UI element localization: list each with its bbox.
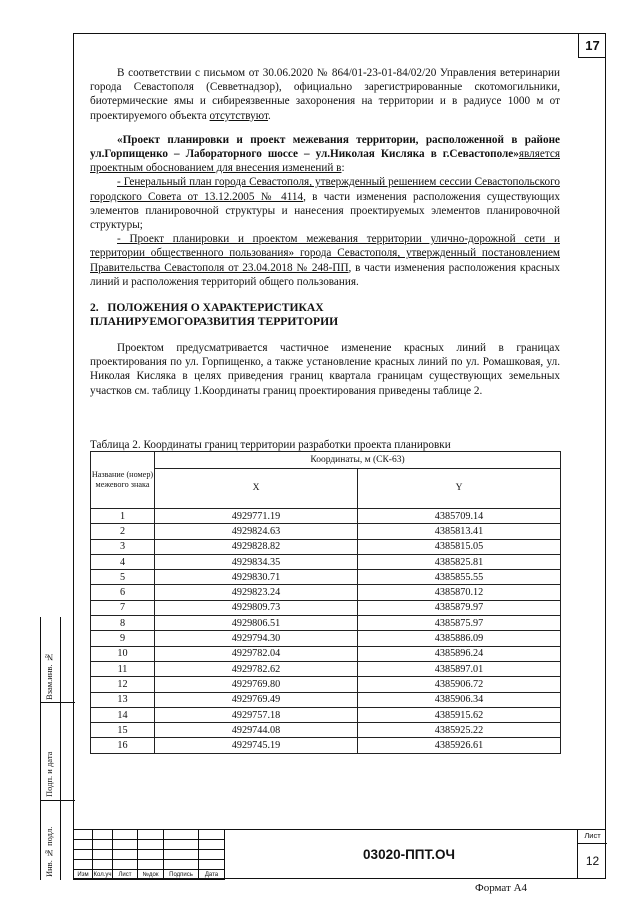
point-number: 16	[91, 738, 155, 753]
coord-y: 4385915.62	[358, 707, 561, 722]
coord-x: 4929757.18	[155, 707, 358, 722]
coord-x: 4929771.19	[155, 509, 358, 524]
paragraph-redlines: Проектом предусматривается частичное изменение красных линий в границах проектирования по ул. Горпищенко, а также установление красных линий по ул. Ромашковая, ул. Николая Кисляка в целях приведения границ квартала границам существующих земельных участков см. таблицу 1.Координаты границ проектирования приведены таблице 2.	[90, 342, 560, 397]
point-number: 5	[91, 570, 155, 585]
podp-label: Подп. и дата	[44, 751, 54, 797]
coord-y: 4385875.97	[358, 616, 561, 631]
coord-x: 4929830.71	[155, 570, 358, 585]
point-number: 13	[91, 692, 155, 707]
sheet-box	[577, 829, 607, 879]
table-row	[91, 723, 561, 738]
point-number: 2	[91, 524, 155, 539]
header-x: X	[155, 469, 358, 509]
point-number: 7	[91, 600, 155, 615]
stamp-grid	[73, 829, 225, 880]
table-row	[91, 554, 561, 569]
coord-x: 4929809.73	[155, 600, 358, 615]
coord-y: 4385926.61	[358, 738, 561, 753]
coord-x: 4929824.63	[155, 524, 358, 539]
coord-x: 4929782.04	[155, 646, 358, 661]
table-row	[91, 509, 561, 524]
table-body	[91, 509, 561, 754]
point-number: 8	[91, 616, 155, 631]
stamp-col-data: Дата	[199, 870, 225, 880]
table-row	[91, 631, 561, 646]
stamp-col-podpis: Подпись	[164, 870, 199, 880]
table-row	[91, 677, 561, 692]
paragraph-vet: В соответствии с письмом от 30.06.2020 № 864/01-23-01-84/02/20 Управления ветеринарии города Севастополя (Севветнадзор), официально зарегистрированные скотомогильники, биотермические ямы и сибиреязвенные захоронения на территории и в радиусе 1000 м от проектируемого объекта отсутствуют.	[90, 67, 560, 122]
coord-x: 4929834.35	[155, 554, 358, 569]
coord-x: 4929745.19	[155, 738, 358, 753]
stamp-col-list: Лист	[113, 870, 138, 880]
coord-y: 4385813.41	[358, 524, 561, 539]
table-row	[91, 524, 561, 539]
coord-y: 4385870.12	[358, 585, 561, 600]
table-row	[91, 570, 561, 585]
point-number: 12	[91, 677, 155, 692]
point-number: 15	[91, 723, 155, 738]
table-row	[91, 539, 561, 554]
coord-y: 4385906.34	[358, 692, 561, 707]
vzam-label: Взам.инв. №	[44, 652, 54, 700]
coord-x: 4929769.80	[155, 677, 358, 692]
coord-x: 4929828.82	[155, 539, 358, 554]
table-row	[91, 661, 561, 676]
paragraph-project: «Проект планировки и проект межевания территории, расположенной в районе ул.Горпищенко – Лабораторного шоссе – ул.Николая Кисляка в г.Севастополе»является проектным обоснованием для внесения изменений в:	[90, 133, 560, 175]
page-number: 17	[578, 33, 606, 58]
list-item-project: - Проект планировки и проектом межевания территории улично-дорожной сети и территории общественного пользования» города Севастополя, утвержденный постановлением Правительства Севастополя от 23.04.2018 № 248-ПП, в части изменения расположения красных линий и расположения территорий общего пользования.	[90, 233, 560, 288]
inv-label: Инв. № подл.	[44, 826, 54, 877]
header-name: Название (номер) межевого знака	[91, 452, 155, 509]
main-content	[90, 66, 560, 398]
table-row	[91, 707, 561, 722]
coord-y: 4385925.22	[358, 723, 561, 738]
table-caption: Таблица 2. Координаты границ территории разработки проекта планировки	[90, 439, 451, 451]
coord-y: 4385879.97	[358, 600, 561, 615]
coord-x: 4929769.49	[155, 692, 358, 707]
left-stamp-column	[40, 617, 75, 880]
coord-y: 4385855.55	[358, 570, 561, 585]
coord-x: 4929806.51	[155, 616, 358, 631]
table-row	[91, 585, 561, 600]
point-number: 3	[91, 539, 155, 554]
table-row	[91, 692, 561, 707]
point-number: 14	[91, 707, 155, 722]
stamp-col-kol: Кол.уч	[93, 871, 112, 878]
coord-x: 4929744.08	[155, 723, 358, 738]
document-number: 03020-ППТ.ОЧ	[363, 847, 455, 862]
table-row	[91, 600, 561, 615]
stamp-col-izm: Изм	[74, 870, 93, 880]
coordinates-table	[90, 451, 561, 754]
coord-y: 4385815.05	[358, 539, 561, 554]
coord-y: 4385886.09	[358, 631, 561, 646]
table-row	[91, 646, 561, 661]
coord-x: 4929794.30	[155, 631, 358, 646]
point-number: 1	[91, 509, 155, 524]
coord-y: 4385906.72	[358, 677, 561, 692]
point-number: 9	[91, 631, 155, 646]
coord-x: 4929823.24	[155, 585, 358, 600]
point-number: 10	[91, 646, 155, 661]
header-coords: Координаты, м (СК-63)	[155, 452, 561, 469]
sheet-number: 12	[585, 854, 600, 868]
list-item-genplan: - Генеральный план города Севастополя, утвержденный решением сессии Севастопольского городского Совета от 13.12.2005 № 4114, в части изменения расположения существующих элементов планировочной структуры и нанесения проектируемых элементов планировочной структуры;	[90, 176, 560, 232]
point-number: 6	[91, 585, 155, 600]
header-y: Y	[358, 469, 561, 509]
section-title: 2. ПОЛОЖЕНИЯ О ХАРАКТЕРИСТИКАХ	[90, 301, 324, 315]
coord-x: 4929782.62	[155, 661, 358, 676]
format-label: Формат А4	[475, 882, 528, 894]
stamp-col-ndok: №док	[138, 870, 164, 880]
point-number: 11	[91, 661, 155, 676]
point-number: 4	[91, 554, 155, 569]
table-row	[91, 616, 561, 631]
section-title-line2: ПЛАНИРУЕМОГОРАЗВИТИЯ ТЕРРИТОРИИ	[90, 315, 339, 329]
sheet-label: Лист	[578, 829, 607, 844]
coord-y: 4385825.81	[358, 554, 561, 569]
coord-y: 4385709.14	[358, 509, 561, 524]
table-row	[91, 738, 561, 753]
coord-y: 4385896.24	[358, 646, 561, 661]
coord-y: 4385897.01	[358, 661, 561, 676]
